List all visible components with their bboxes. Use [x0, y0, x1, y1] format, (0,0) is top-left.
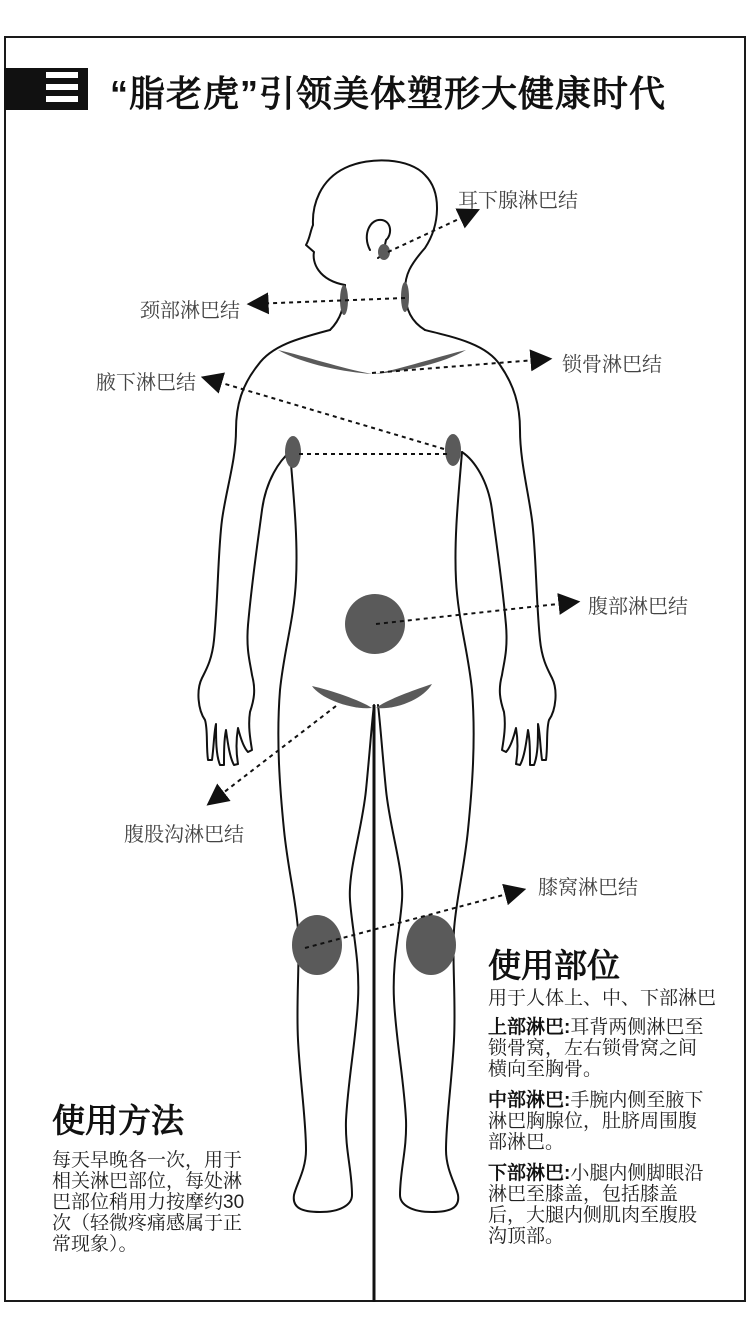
neck-pointer [251, 298, 405, 304]
label-abdomen-lymph: 腹部淋巴结 [588, 596, 688, 618]
armpit-node-left [285, 436, 301, 468]
middle-label: 中部淋巴: [488, 1090, 571, 1111]
label-ear-lymph: 耳下腺淋巴结 [458, 190, 578, 212]
usage-area-title: 使用部位 [488, 947, 620, 984]
armpit-pointer [205, 378, 444, 449]
groin-node-left [312, 686, 372, 708]
usage-method-title: 使用方法 [52, 1102, 184, 1139]
upper-label: 上部淋巴: [488, 1017, 571, 1038]
label-clavicle-lymph: 锁骨淋巴结 [562, 354, 662, 376]
page-title: “脂老虎”引领美体塑形大健康时代 [110, 73, 667, 114]
label-knee-lymph: 膝窝淋巴结 [538, 877, 638, 899]
groin-node-right [376, 684, 432, 708]
lymph-nodes [278, 244, 466, 975]
pointer-lines [205, 211, 576, 948]
knee-node-right [406, 915, 456, 975]
lower-text: 小腿内侧脚眼沿淋巴至膝盖，包括膝盖后，大腿内侧肌肉至腹股沟顶部。 [488, 1163, 704, 1247]
label-armpit-lymph: 腋下淋巴结 [96, 372, 196, 394]
groin-pointer [210, 706, 336, 803]
armpit-node-right [445, 434, 461, 466]
label-groin-lymph: 腹股沟淋巴结 [124, 824, 244, 846]
usage-lower [488, 1163, 710, 1247]
clavicle-pointer [372, 359, 548, 373]
middle-text: 手腕内侧至腋下淋巴胸腺位，肚脐周围腹部淋巴。 [488, 1090, 704, 1153]
lower-label: 下部淋巴: [488, 1163, 571, 1184]
clavicle-node-left [278, 350, 372, 374]
usage-middle [488, 1090, 710, 1153]
neck-node-right [401, 282, 409, 312]
knee-node-left [292, 915, 342, 975]
ear-pointer [388, 211, 476, 252]
clavicle-node-right [374, 350, 466, 374]
label-neck-lymph: 颈部淋巴结 [140, 300, 240, 322]
abdomen-node [345, 594, 405, 654]
upper-text: 耳背两侧淋巴至锁骨窝，左右锁骨窝之间横向至胸骨。 [488, 1017, 704, 1080]
usage-method-text: 每天早晚各一次，用于相关淋巴部位，每处淋巴部位稍用力按摩约30次（轻微疼痛感属于正常现象）。 [52, 1150, 245, 1255]
usage-area-intro: 用于人体上、中、下部淋巴 [488, 988, 717, 1009]
usage-upper [488, 1017, 710, 1080]
abdomen-pointer [376, 602, 576, 624]
